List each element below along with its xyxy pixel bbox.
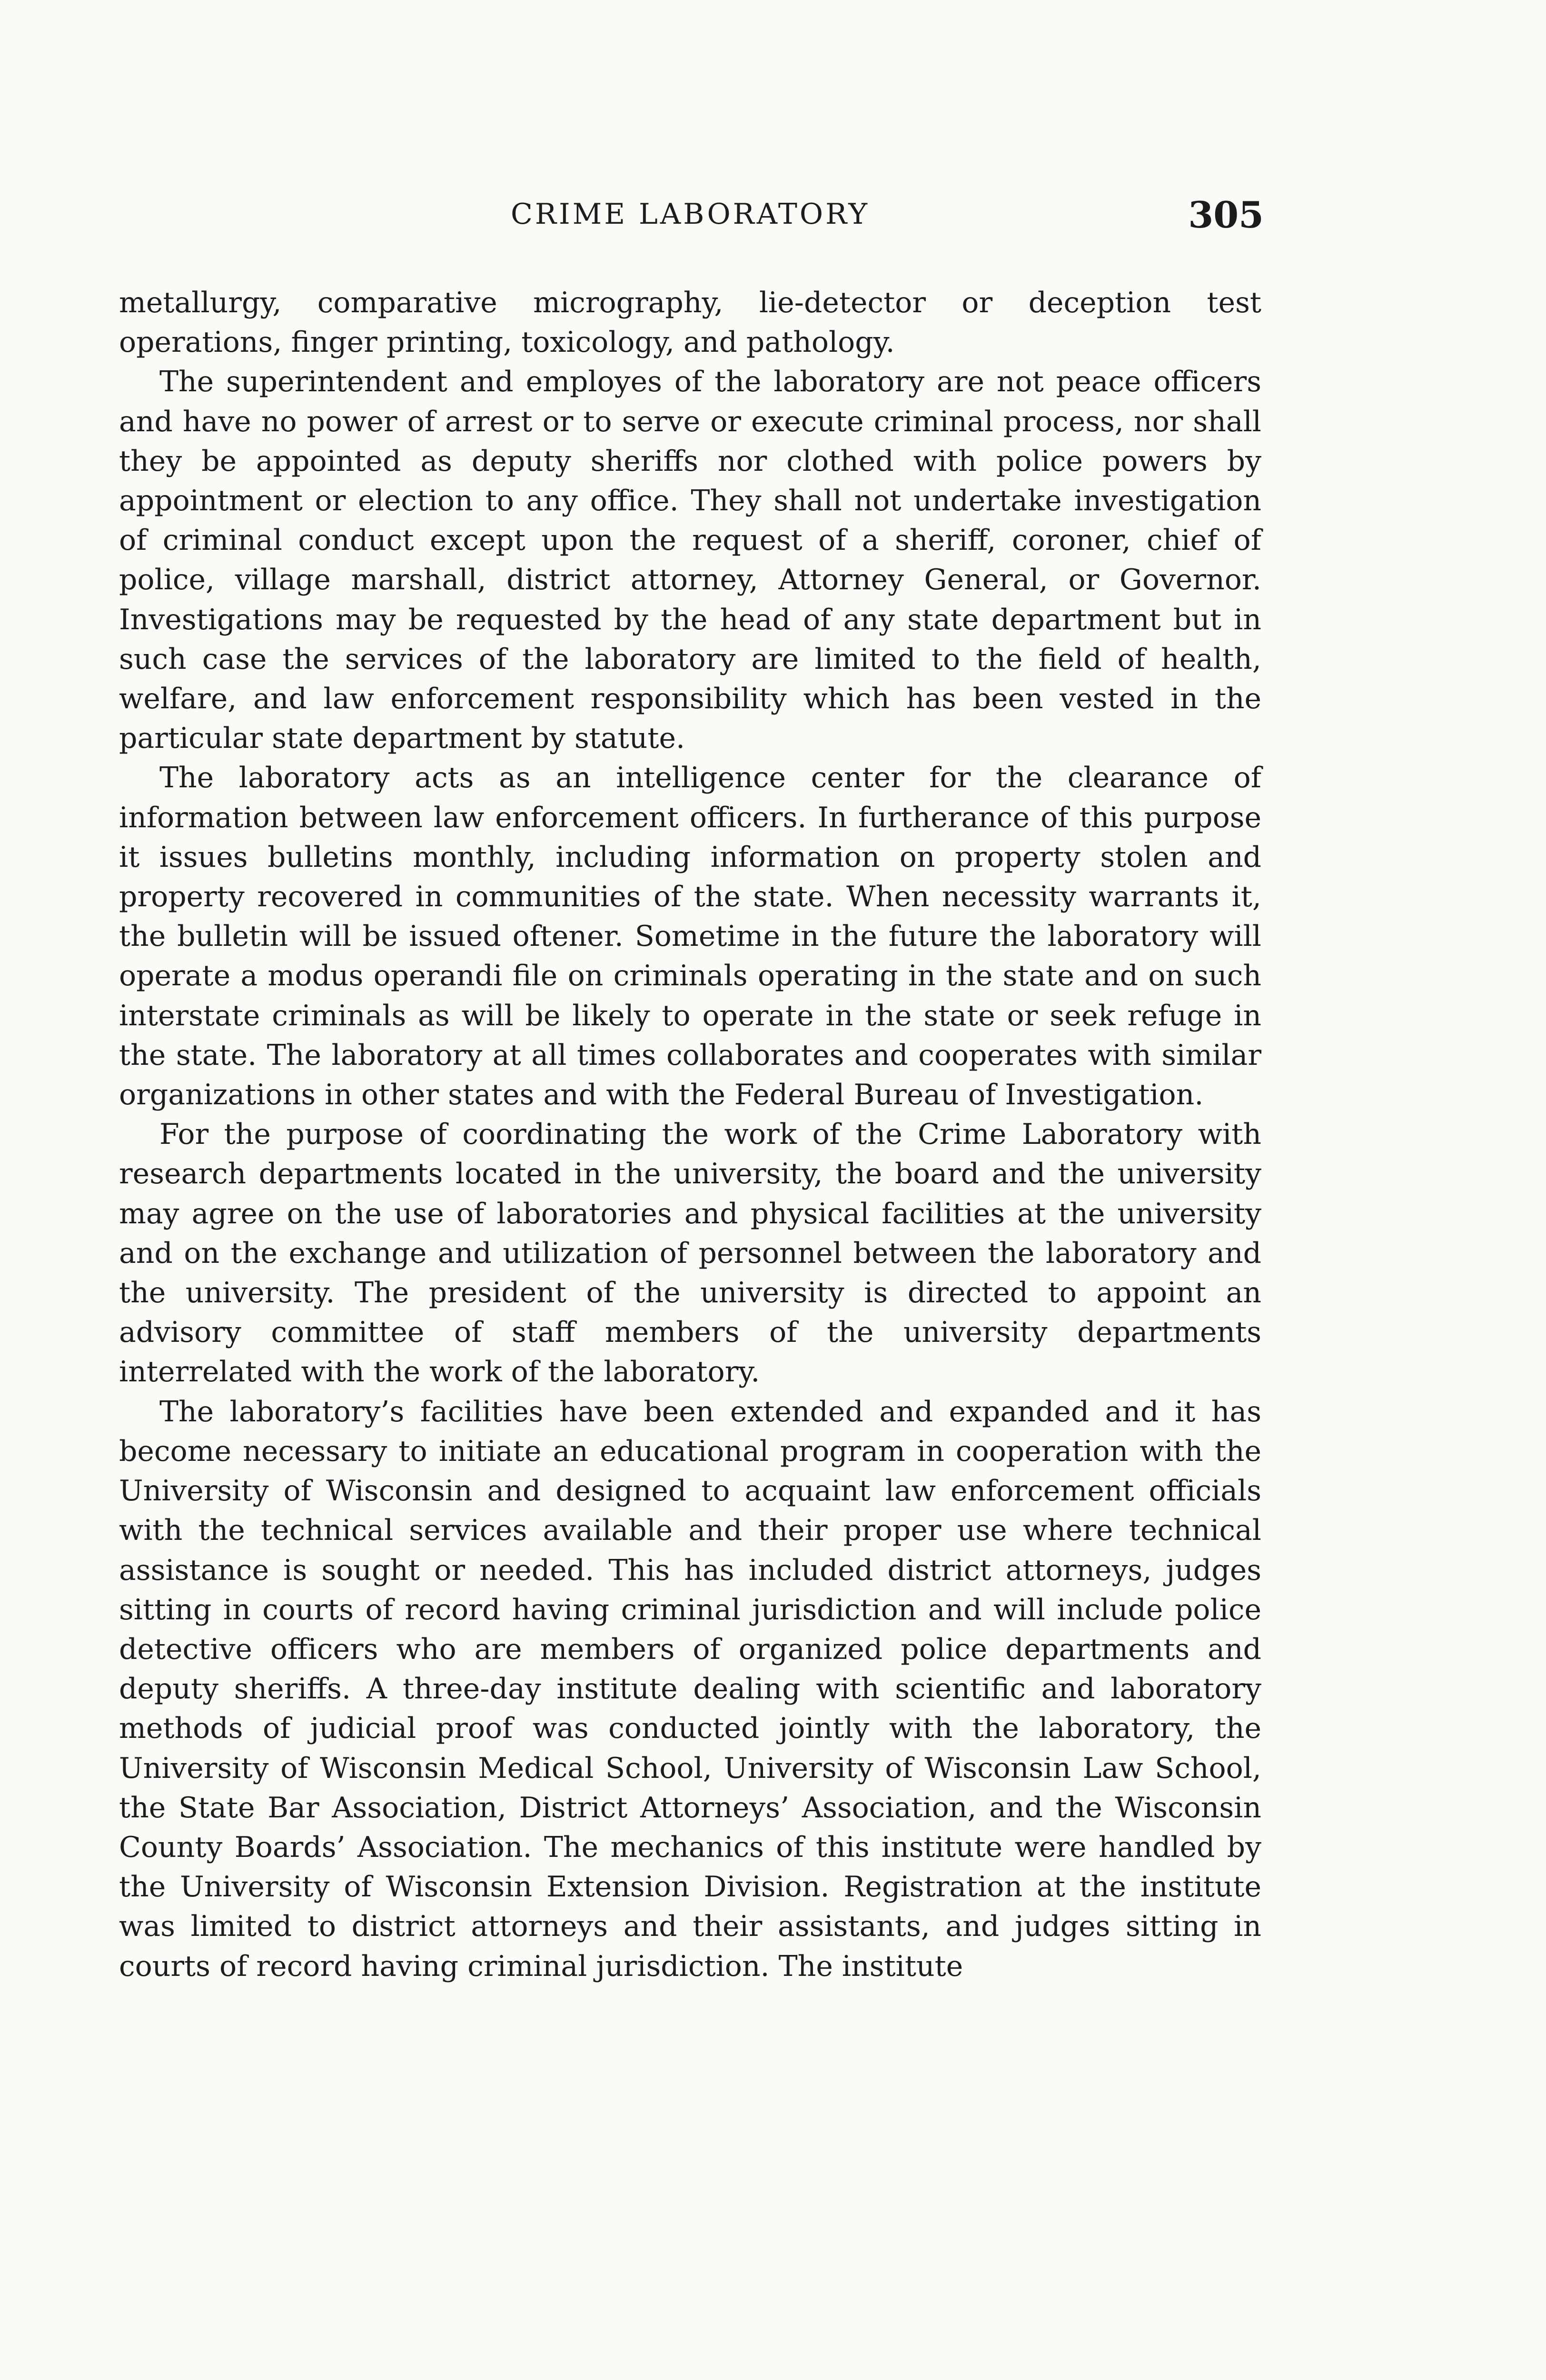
paragraph-intelligence-center: The laboratory acts as an intelligence center for the clearance of information between law enforcement officers. In furtherance of this purpose it issues bulletins monthly, including information on property stolen and property recovered in communities of the state. When necessity warrants it, the bulletin will be issued oftener. Sometime in the future the laboratory will operate a modus operandi file on criminals operating in the state and on such interstate criminals as will be likely to operate in the state or seek refuge in the state. The laboratory at all times collaborates and cooperates with similar organizations in other states and with the Federal Bureau of Investigation.	[119, 761, 1261, 1112]
paragraph-university-coordination: For the purpose of coordinating the work of the Crime Laboratory with research departments located in the university, the board and the university may agree on the use of laboratories and physical facilities at the university and on the exchange and utilization of personnel between the laboratory and the university. The president of the university is directed to appoint an advisory committee of staff members of the university departments interrelated with the work of the laboratory.	[119, 1118, 1261, 1389]
page-number: 305	[1188, 194, 1264, 236]
paragraph-continued: metallurgy, comparative micrography, lie-detector or deception test operations, finger printing, toxicology, and pathology.	[119, 286, 1261, 359]
paragraph-educational-program: The laboratory’s facilities have been extended and expanded and it has become necessary to initiate an educational program in cooperation with the University of Wisconsin and designed to acquaint law enforcement officials with the technical services available and their proper use where technical assistance is sought or needed. This has included district attorneys, judges sitting in courts of record having criminal jurisdiction and will include police detective officers who are members of organized police departments and deputy sheriffs. A three-day institute dealing with scientific and laboratory methods of judicial proof was conducted jointly with the laboratory, the University of Wisconsin Medical School, University of Wisconsin Law School, the State Bar Association, District Attorneys’ Association, and the Wisconsin County Boards’ Association. The mechanics of this institute were handled by the University of Wisconsin Extension Division. Registration at the institute was limited to district attorneys and their assistants, and judges sitting in courts of record having criminal jurisdiction. The institute	[119, 1395, 1261, 1983]
running-header	[119, 194, 1264, 236]
paragraph-superintendent-powers: The superintendent and employes of the laboratory are not peace officers and have no power of arrest or to serve or execute criminal process, nor shall they be appointed as deputy sheriffs nor clothed with police powers by appointment or election to any office. They shall not undertake investigation of criminal conduct except upon the request of a sheriff, coroner, chief of police, village marshall, district attorney, Attorney General, or Governor. Investigations may be requested by the head of any state department but in such case the services of the laboratory are limited to the field of health, welfare, and law enforcement responsibility which has been vested in the particular state department by statute.	[119, 365, 1261, 755]
body-text	[119, 283, 1261, 1986]
running-title: CRIME LABORATORY	[510, 198, 870, 231]
